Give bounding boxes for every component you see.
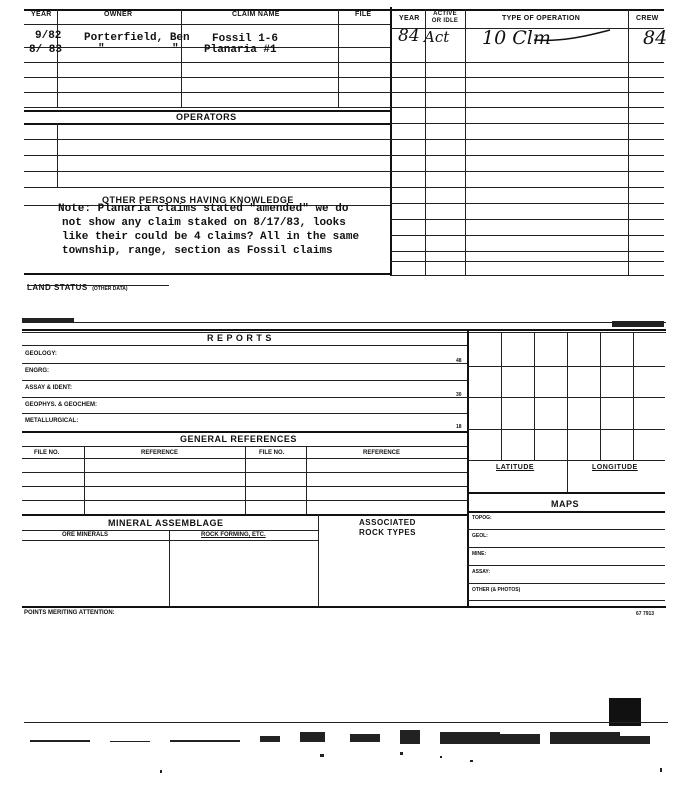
activity-active-idle: Act — [424, 28, 450, 46]
report-label-metallurgical: METALLURGICAL: — [25, 418, 79, 424]
report-label-geology: GEOLOGY: — [25, 351, 57, 357]
general-references-title: GENERAL REFERENCES — [180, 434, 297, 444]
map-label-assay: ASSAY: — [472, 569, 491, 575]
col-header-year: YEAR — [399, 15, 420, 22]
handwriting-stroke — [532, 28, 612, 46]
report-label-engrg: ENGRG: — [25, 368, 49, 374]
col-header-year: YEAR — [31, 11, 52, 18]
claim-year: 9/82 — [35, 30, 62, 42]
land-status-subtitle: (OTHER DATA) — [92, 286, 128, 292]
note-line: not show any claim staked on 8/17/83, looks — [62, 217, 346, 229]
map-label-other: OTHER (& PHOTOS) — [472, 587, 521, 593]
col-header-owner: OWNER — [104, 11, 133, 18]
note-line: Note: Planaria claims stated "amended" we do — [58, 203, 349, 215]
activity-crew: 84 — [643, 27, 668, 49]
mineral-assemblage-title: MINERAL ASSEMBLAGE — [108, 518, 224, 528]
report-number: 18 — [456, 424, 462, 430]
col-header-file-no: FILE NO. — [259, 450, 285, 456]
claim-year: 8/ 83 — [29, 44, 63, 56]
note-line: like their could be 4 claims? All in the same — [62, 231, 360, 243]
maps-title: MAPS — [551, 499, 580, 509]
map-label-mine: MINE: — [472, 551, 487, 557]
col-header-file-no: FILE NO. — [34, 450, 60, 456]
claim-owner: Porterfield, Ben — [84, 32, 190, 44]
report-number: 48 — [456, 358, 462, 364]
col-header-claim-name: CLAIM NAME — [232, 11, 280, 18]
rock-types-label: ROCK TYPES — [359, 528, 417, 537]
land-status-title: LAND STATUS — [27, 283, 88, 292]
report-label-geophys: GEOPHYS. & GEOCHEM: — [25, 402, 98, 408]
col-header-rock-forming: ROCK FORMING, ETC. — [201, 532, 266, 538]
latitude-label: LATITUDE — [496, 464, 535, 471]
map-label-geol: GEOL: — [472, 533, 488, 539]
claim-name: Planaria #1 — [204, 44, 277, 56]
col-header-active-idle: ACTIVE OR IDLE — [431, 11, 459, 24]
report-number: 30 — [456, 392, 462, 398]
claim-name: Fossil 1-6 — [212, 33, 279, 45]
scan-noise-band — [20, 726, 670, 776]
col-header-crew: CREW — [636, 15, 659, 22]
longitude-label: LONGITUDE — [592, 464, 638, 471]
operators-title: OPERATORS — [176, 112, 237, 122]
map-label-topog: TOPOG: — [472, 515, 492, 521]
col-header-reference: REFERENCE — [141, 450, 179, 456]
claim-owner-ditto: " — [98, 43, 105, 55]
other-persons-title: OTHER PERSONS HAVING KNOWLEDGE — [102, 195, 294, 205]
claim-owner-ditto: " — [172, 43, 179, 55]
form-number: 67 7913 — [636, 611, 655, 617]
activity-type-of-operation: 10 Clm — [482, 27, 551, 49]
note-line: township, range, section as Fossil claims — [62, 245, 333, 257]
col-header-file: FILE — [355, 11, 372, 18]
col-header-ore-minerals: ORE MINERALS — [62, 532, 109, 538]
col-header-reference: REFERENCE — [363, 450, 401, 456]
activity-year: 84 — [398, 26, 420, 46]
report-label-assay: ASSAY & IDENT: — [25, 385, 73, 391]
reports-title: R E P O R T S — [207, 333, 272, 343]
associated-label: ASSOCIATED — [359, 518, 416, 527]
points-meriting-attention-label: POINTS MERITING ATTENTION: — [24, 610, 115, 616]
col-header-type-of-operation: TYPE OF OPERATION — [502, 15, 581, 22]
